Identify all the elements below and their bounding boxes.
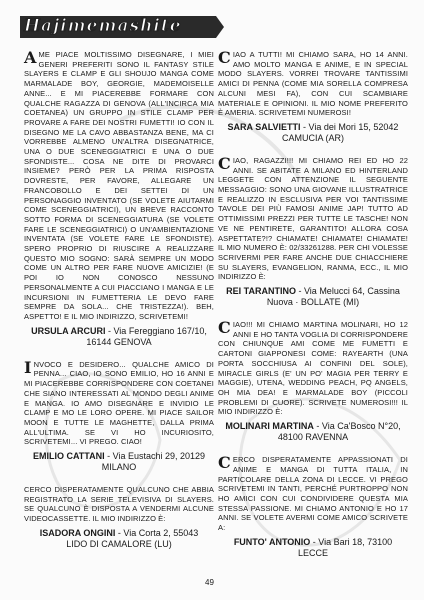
drop-cap: A [24,48,37,67]
letter-signature: EMILIO CATTANI - Via Eustachi 29, 20129 MILANO [24,451,214,473]
letter-signature: SARA SALVIETTI - Via dei Mori 15, 52042 CAMUCIA (AR) [218,122,408,144]
sender-city: LECCE [297,547,328,558]
letter-body [218,50,408,118]
sender-name: REI TARANTINO [226,286,296,297]
letter-signature: ISADORA ONGINI - Via Corta 2, 55043 LIDO DI CAMALORE (LU) [24,528,214,550]
sender-address: Via Melucci 64, Cassina [303,286,400,297]
sender-city: Nuova · BOLLATE (MI) [266,297,360,308]
left-column [24,50,214,562]
sender-city: 48100 RAVENNA [277,432,349,443]
letter-text: IAO, RAGAZZI!!! MI CHIAMO REI ED HO 22 ANNI. SE ABITATE A MILANO ED HINTERLAND LEGGETE CON ATTENZIONE IL SEGUENTE MESSAGGIO: SONO UNA GIOVANE ILLUSTRATRICE E REALIZZO IN ESCLUSIVA PER VOI TANTISSIME TAVOLE DEI PIÙ FAMOSI ANIME JAP! TUTTO AD OTTIMISSIMI PREZZI PER TUTTE LE TASCHE! NON VE NE PENTIRETE, GARANTITO! ALLORA COSA ASPETTATE?!? CHIAMATE! CHIAMATE! CHIAMATE! IL MIO NUMERO È: 02/33261288. PER CHI VOLESSE SCRIVERMI PER FARE ANCHE DUE CHIACCHIERE SU SLAYERS, EVANGELION, RANMA, ECC., IL MIO INDIRIZZO È: [218,155,408,282]
letter-body [24,357,214,447]
letter-signature: REI TARANTINO - Via Melucci 64, Cassina Nuova · BOLLATE (MI) [218,286,408,308]
drop-cap: C [218,48,231,67]
letter-emilio [24,357,214,473]
section-title: Hajimemashite [24,16,182,36]
sender-city: CAMUCIA (AR) [281,132,344,143]
letter-isadora [24,485,214,550]
drop-cap: C [218,153,231,173]
sender-name: SARA SALVIETTI [227,121,301,132]
letter-text: ERCO DISPERATAMENTE APPASSIONATI DI ANIME E MANGA DI TUTTA ITALIA, IN PARTICOLARE DELLA ZONA DI LECCE. VI PREGO SCRIVETEMI IN TANTI, PERCHÉ PURTROPPO NON HO AMICI CON CUI CONDIVIDERE QUESTA MIA STESSA PASSIONE. MI CHIAMO ANTONIO E HO 17 ANNI. SE VOLETE AVERMI COME AMICO SCRIVETE A: [218,455,408,533]
section-header [18,12,318,42]
sender-name: MOLINARI MARTINA [225,421,314,432]
right-column [218,50,408,571]
sender-name: FUNTO' ANTONIO [233,536,311,547]
sender-name: URSULA ARCURI [31,325,106,336]
sender-name: EMILIO CATTANI [32,451,105,462]
sender-address: Via Corta 2, 55043 [123,527,199,538]
letter-rei [218,153,408,308]
letter-antonio [218,455,408,559]
letter-text: NVOCO E DESIDERO... QUALCHE AMICO DI PENNA... CIAO, IO SONO EMILIO, HO 16 ANNI E MI PIACEREBBE CORRISPONDERE CON COETANEI CHE SIANO INTERESSATI AL MONDO DEGLI ANIME E MANGA. IO AMO DISEGNARE E INVIDIO LE CLAMP E MO LE LORO OPERE. MI PIACE SAILOR MOON E TUTTE LE MAGHETTE, DALLA PRIMA ALL'ULTIMA. SE VI HO INCURIOSITO, SCRIVETEMI... VI PREGO. CIAO! [24,359,214,447]
letter-signature: URSULA ARCURI - Via Fereggiano 167/10, 16144 GENOVA [24,326,214,348]
sender-address: Via Fereggiano 167/10, [113,325,207,336]
drop-cap: I [24,357,32,377]
sender-address: Via Eustachi 29, 20129 [112,451,206,462]
letter-text: IAO A TUTTI! MI CHIAMO SARA, HO 14 ANNI. AMO MOLTO MANGA E ANIME, E IN SPECIAL MODO SLAYERS. VORREI TROVARE TANTISSIMI AMICI DI PENNA (COME MIA SORELLA COMPRESA ALCUNI MESI FA), CON CUI SCAMBIARE MATERIALE E OPINIONI. IL MIO NOME PREFERITO È AMERIA. SCRIVETEMI NUMEROSI! [218,50,408,118]
sender-city: LIDO DI CAMALORE (LU) [66,538,172,549]
sender-city: 16144 GENOVA [86,336,152,347]
letter-body [24,50,214,322]
letter-body [218,455,408,533]
letter-body [218,320,408,417]
letter-signature: FUNTO' ANTONIO - Via Bari 18, 73100 LECCE [218,537,408,559]
sender-address: Via Ca'Bosco N°20, [321,421,401,432]
sender-city: MILANO [101,462,137,473]
letter-text: CERCO DISPERATAMENTE QUALCUNO CHE ABBIA REGISTRATO LA SERIE TELEVISIVA DI SLAYERS. SE QUALCUNO È DISPOSTA A VENDERMI ALCUNE VIDEOCASSETTE. IL MIO INDIRIZZO È: [24,485,214,524]
sender-address: Via Bari 18, 73100 [318,536,393,547]
letter-text: ME PIACE MOLTISSIMO DISEGNARE, I MIEI GENERI PREFERITI SONO IL FANTASY STILE SLAYERS E CLAMP E GLI SHOUJO MANGA COME MARMALADE BOY, GEORGIE, MADEMOISELLE ANNE... E MI PIACEREBBE FORMARE CON QUALCHE RAGAZZA DI GENOVA (ALL'INCIRCA MIA COETANEA) UN GRUPPO IN STILE CLAMP PER PROVARE A FARE DEI NOSTRI FUMETTI! IO CON IL DISEGNO ME LA CAVO ABBASTANZA BENE, MA CI VORREBBE ALMENO UN'ALTRA DISEGNATRICE, UNA O DUE SCENEGGIATRICI E UNA O DUE SFONDISTE... COSA NE DITE DI PROVARCI INSIEME? PERÒ PER LA PRIMA RISPOSTA DOVRESTE, PER FAVORE, ALLEGARE UN FRANCOBOLLO E DEI SETTEI DI UN PERSONAGGIO INVENTATO (SE VOLETE AIUTARMI COME SCENEGGIATRICI), UN BREVE RACCONTO SOTTO FORMA DI SCENEGGIATURA (SE VOLETE FARE LE SCENEGGIATRICI) O UN'AMBIENTAZIONE INVENTATA (SE VOLETE FARE LE SFONDISTE). SPERO PROPRIO DI RIUSCIRE A REALIZZARE QUESTO MIO SOGNO: SARÀ SEMPRE UN MODO COME UN ALTRO PER FARE NUOVE AMICIZIE! (E POI IO NON CONOSCO NESSUNO PERSONALMENTE A CUI PIACCIANO I MANGA E LE INCURSIONI IN FUMETTERIA LE DEVO FARE SEMPRE DA SOLA... CHE TRISTEZZA!). BEH, ASPETTO! E IL MIO INDIRIZZO, SCRIVETEMI! [24,50,214,321]
letter-martina [218,320,408,443]
drop-cap: C [218,453,231,473]
letter-body [218,153,408,282]
letter-ursula [24,50,214,348]
page-number: 49 [205,578,214,587]
letter-body [24,485,214,524]
letter-text: IAO!!! MI CHIAMO MARTINA MOLINARI, HO 12 ANNI E HO TANTA VOGLIA DI CORRISPONDERE CON CHIUNQUE AMI COME ME FUMETTI E CARTONI GIAPPONESI COME: RAYEARTH (UNA PORTA SOCCHIUSA AI CONFINI DEL SOLE), MIRACLE GIRLS (E' UN PO' MAGIA PER TERRY E MAGGIE), UTENA, WEDDING PEACH, PQ ANGELS, OH MIA DEA! E MARMALADE BOY (PICCOLI PROBLEMI DI CUORE). SCRIVETE NUMEROSI!!! IL MIO INDIRIZZO È: [218,320,408,417]
sender-name: ISADORA ONGINI [39,527,116,538]
letter-sara [218,50,408,144]
sender-address: Via dei Mori 15, 52042 [308,121,399,132]
letter-signature: MOLINARI MARTINA - Via Ca'Bosco N°20, 48100 RAVENNA [218,421,408,443]
drop-cap: C [218,318,231,338]
